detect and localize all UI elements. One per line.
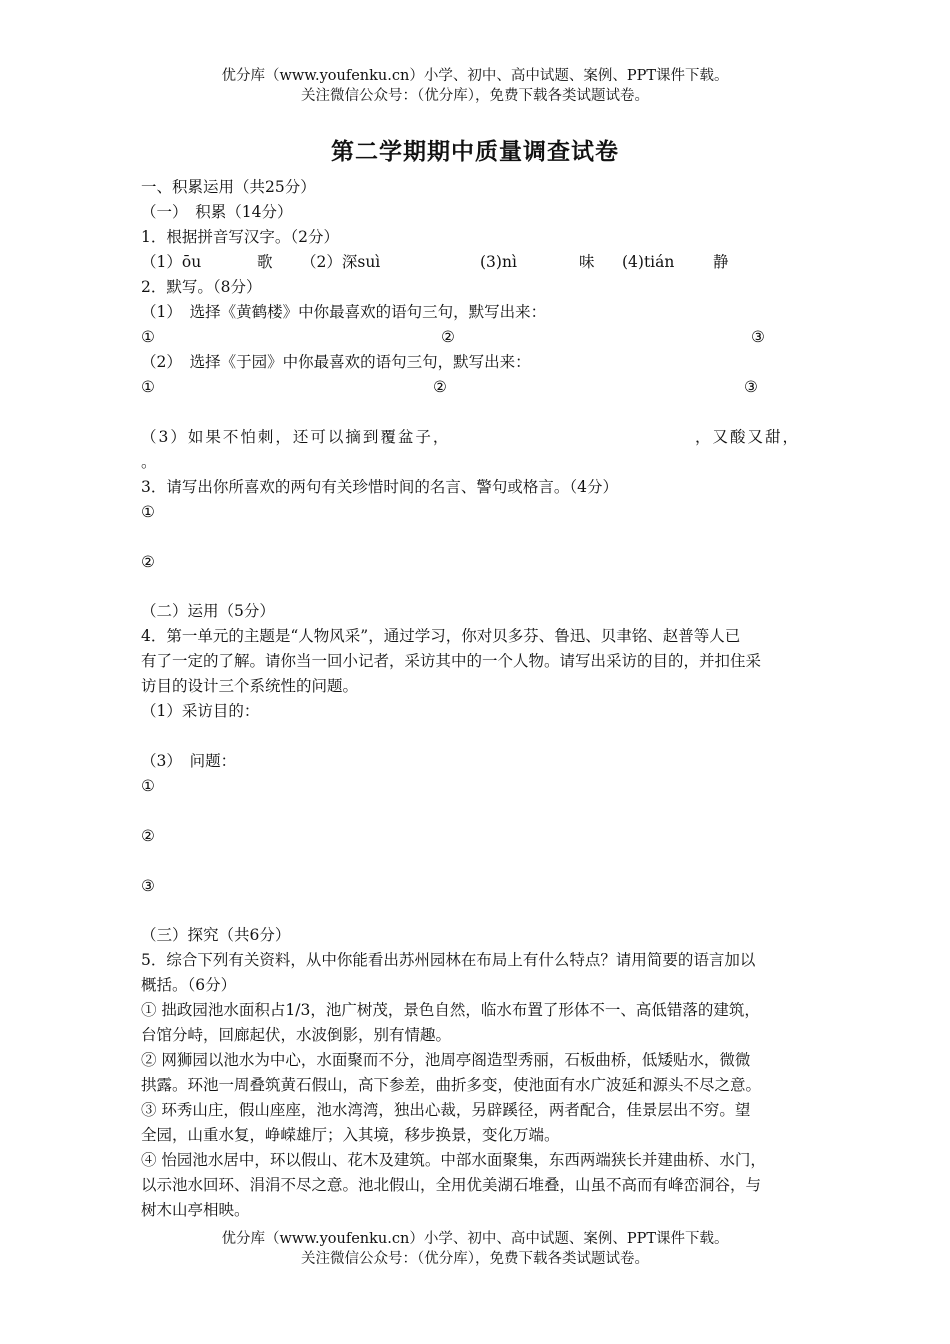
subsection-accumulation: （一） 积累（14分） <box>141 203 293 221</box>
answer-mark: ② <box>141 553 155 571</box>
q1-item-4-char: 静 <box>713 253 729 271</box>
q3-stem: 3．请写出你所喜欢的两句有关珍惜时间的名言、警句或格言。（4分） <box>141 478 618 496</box>
header-line-2: 关注微信公众号：（优分库），免费下载各类试题试卷。 <box>301 88 649 104</box>
q1-stem: 1．根据拼音写汉字。（2分） <box>141 228 339 246</box>
q1-pinyin-row <box>141 251 841 273</box>
q1-item-2: （2）深suì <box>301 253 381 271</box>
q1-item-1: （1）ōu <box>141 253 202 271</box>
q2-part3-text-2: ，又酸又甜， <box>695 428 801 446</box>
q2-part1: （1） 选择《黄鹤楼》中你最喜欢的语句三句，默写出来： <box>141 303 547 321</box>
subsection-application: （二）运用（5分） <box>141 602 275 620</box>
q4-line-3: 访目的设计三个系统性的问题。 <box>141 677 359 695</box>
q2-part2-blanks <box>141 376 801 398</box>
q5-line: 以示池水回环、涓涓不尽之意。池北假山，全用优美湖石堆叠，山虽不高而有峰峦洞谷，与 <box>141 1176 762 1194</box>
q5-line: ③ 环秀山庄，假山座座，池水湾湾，独出心裁，另辟蹊径，两者配合，佳景层出不穷。望 <box>141 1101 751 1119</box>
q2-stem: 2．默写。（8分） <box>141 278 262 296</box>
q5-line: 台馆分峙，回廊起伏，水波倒影，别有情趣。 <box>141 1026 452 1044</box>
q5-line: 概括。（6分） <box>141 976 237 994</box>
answer-mark: ③ <box>751 328 765 346</box>
answer-mark: ② <box>441 328 455 346</box>
header-line-1: 优分库（www.youfenku.cn）小学、初中、高中试题、案例、PPT课件下载。 <box>221 68 729 84</box>
q1-item-3-char: 味 <box>579 253 595 271</box>
q2-part3-end: 。 <box>141 453 157 471</box>
q5-line: ① 拙政园池水面积占1/3，池广树茂，景色自然，临水布置了形体不一、高低错落的建筑， <box>141 1001 760 1019</box>
section-heading: 一、积累运用（共25分） <box>141 178 316 196</box>
q1-item-1-char: 歌 <box>257 253 273 271</box>
q2-part2: （2） 选择《于园》中你最喜欢的语句三句，默写出来： <box>141 353 531 371</box>
answer-mark: ② <box>141 827 155 845</box>
q5-line: 树木山亭相映。 <box>141 1201 250 1219</box>
q4-purpose: （1）采访目的： <box>141 702 260 720</box>
q2-part3-text-1: （3）如果不怕刺，还可以摘到覆盆子， <box>141 428 451 446</box>
q2-part1-blanks <box>141 326 801 348</box>
subsection-inquiry: （三）探究（共6分） <box>141 926 291 944</box>
q2-part3 <box>141 426 821 448</box>
q5-line: 全园，山重水复，峥嵘雄厅；入其境，移步换景，变化万端。 <box>141 1126 560 1144</box>
footer-line-2: 关注微信公众号：（优分库），免费下载各类试题试卷。 <box>301 1251 649 1267</box>
q5-line: 5．综合下列有关资料，从中你能看出苏州园林在布局上有什么特点？请用简要的语言加以 <box>141 951 756 969</box>
answer-mark: ① <box>141 777 155 795</box>
answer-mark: ① <box>141 378 155 396</box>
q4-line-2: 有了一定的了解。请你当一回小记者，采访其中的一个人物。请写出采访的目的，并扣住采 <box>141 652 762 670</box>
q4-line-1: 4．第一单元的主题是“人物风采”，通过学习，你对贝多芬、鲁迅、贝聿铭、赵普等人已 <box>141 627 741 645</box>
q5-line: ④ 怡园池水居中，环以假山、花木及建筑。中部水面聚集，东西两端狭长并建曲桥、水门， <box>141 1151 766 1169</box>
answer-mark: ① <box>141 503 155 521</box>
answer-mark: ② <box>433 378 447 396</box>
answer-mark: ① <box>141 328 155 346</box>
q5-line: 拱露。环池一周叠筑黄石假山，高下参差，曲折多变，使池面有水广波延和源头不尽之意。 <box>141 1076 762 1094</box>
page-title: 第二学期期中质量调查试卷 <box>331 138 619 165</box>
answer-mark: ③ <box>744 378 758 396</box>
q5-line: ② 网狮园以池水为中心，水面聚而不分，池周亭阁造型秀丽，石板曲桥，低矮贴水，微微 <box>141 1051 751 1069</box>
q4-questions: （3） 问题： <box>141 752 237 770</box>
answer-mark: ③ <box>141 877 155 895</box>
q1-item-4: (4)tián <box>622 253 675 271</box>
q1-item-3: (3)nì <box>480 253 517 271</box>
footer-line-1: 优分库（www.youfenku.cn）小学、初中、高中试题、案例、PPT课件下载。 <box>221 1231 729 1247</box>
